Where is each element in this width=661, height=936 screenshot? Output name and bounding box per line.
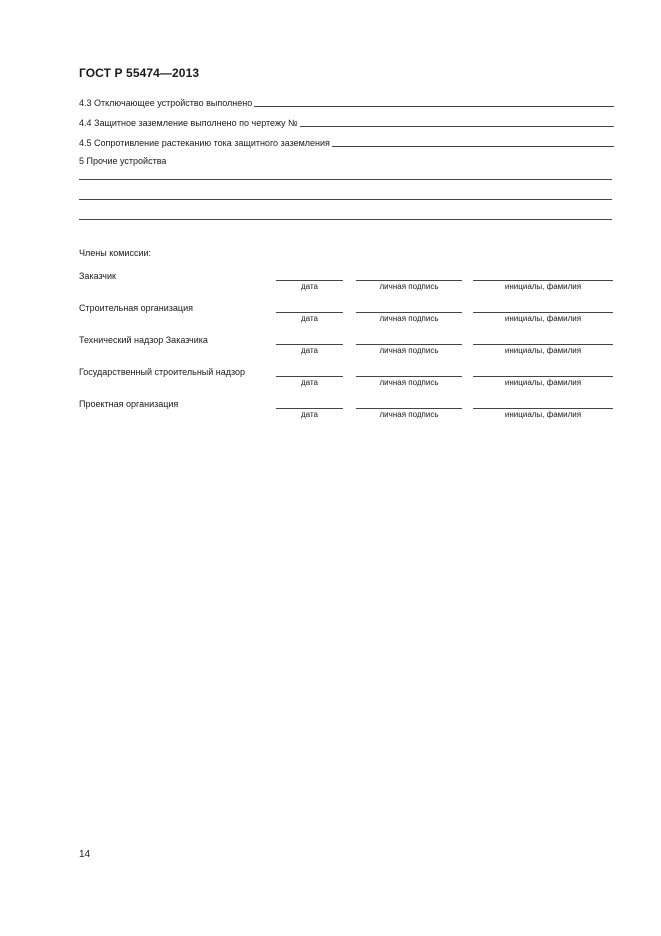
member-row-state-supervision (79, 367, 614, 391)
item-label: 4.3 Отключающее устройство выполнено (79, 98, 253, 108)
date-field[interactable]: дата (276, 312, 343, 323)
member-row-design-org (79, 399, 614, 423)
signature-field[interactable]: личная подпись (356, 408, 462, 419)
member-role: Проектная организация (79, 399, 179, 409)
section-5-label: 5 Прочие устройства (79, 156, 167, 166)
item-label: 4.5 Сопротивление растеканию тока защитного заземления (79, 138, 330, 148)
member-role: Государственный строительный надзор (79, 367, 246, 377)
fill-in-line[interactable] (300, 117, 614, 127)
name-field[interactable]: инициалы, фамилия (473, 280, 613, 291)
date-field[interactable]: дата (276, 280, 343, 291)
signature-field[interactable]: личная подпись (356, 344, 462, 355)
member-role: Заказчик (79, 271, 116, 281)
item-4-5 (79, 137, 614, 148)
fill-in-line[interactable] (254, 97, 614, 107)
member-row-technical-supervision (79, 335, 614, 359)
blank-line[interactable] (79, 179, 612, 180)
signature-field[interactable]: личная подпись (356, 376, 462, 387)
date-field[interactable]: дата (276, 376, 343, 387)
blank-line[interactable] (79, 199, 612, 200)
signature-field[interactable]: личная подпись (356, 312, 462, 323)
blank-line[interactable] (79, 219, 612, 220)
name-field[interactable]: инициалы, фамилия (473, 408, 613, 419)
name-field[interactable]: инициалы, фамилия (473, 312, 613, 323)
member-row-customer (79, 271, 614, 295)
date-field[interactable]: дата (276, 408, 343, 419)
item-label: 4.4 Защитное заземление выполнено по чертежу № (79, 118, 298, 128)
commission-heading: Члены комиссии: (79, 248, 152, 258)
member-role: Строительная организация (79, 303, 193, 313)
name-field[interactable]: инициалы, фамилия (473, 344, 613, 355)
name-field[interactable]: инициалы, фамилия (473, 376, 613, 387)
item-4-3 (79, 97, 614, 108)
date-field[interactable]: дата (276, 344, 343, 355)
page-number: 14 (79, 849, 91, 860)
fill-in-line[interactable] (332, 137, 614, 147)
member-row-construction-org (79, 303, 614, 327)
signature-field[interactable]: личная подпись (356, 280, 462, 291)
page-title: ГОСТ Р 55474—2013 (79, 66, 200, 80)
item-4-4 (79, 117, 614, 128)
member-role: Технический надзор Заказчика (79, 335, 208, 345)
